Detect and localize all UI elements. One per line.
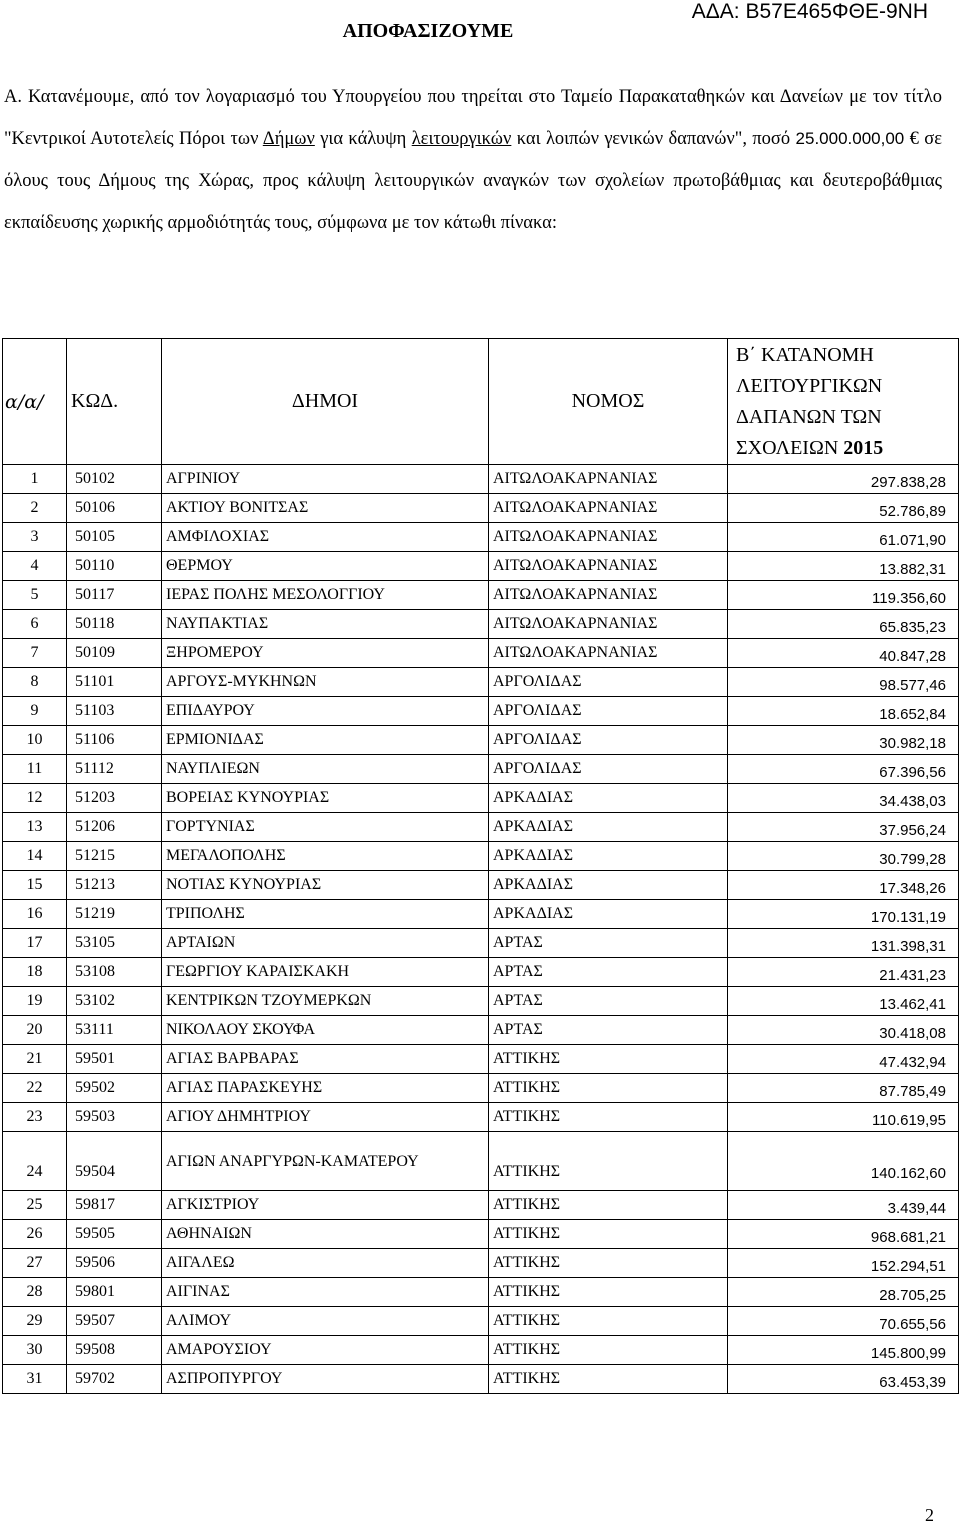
row-municipality: ΝΑΥΠΑΚΤΙΑΣ — [162, 610, 489, 639]
row-code: 51219 — [67, 900, 162, 929]
table-row — [3, 668, 959, 697]
row-code: 53102 — [67, 987, 162, 1016]
row-municipality: ΓΕΩΡΓΙΟΥ ΚΑΡΑΙΣΚΑΚΗ — [162, 958, 489, 987]
row-code: 50118 — [67, 610, 162, 639]
row-serial: 16 — [3, 900, 67, 929]
row-code: 51206 — [67, 813, 162, 842]
row-code: 59506 — [67, 1249, 162, 1278]
row-municipality: ΑΚΤΙΟΥ ΒΟΝΙΤΣΑΣ — [162, 494, 489, 523]
table-row — [3, 1074, 959, 1103]
row-code: 59501 — [67, 1045, 162, 1074]
table-row — [3, 1307, 959, 1336]
row-amount: 170.131,19 — [728, 900, 959, 929]
row-municipality: ΑΘΗΝΑΙΩΝ — [162, 1220, 489, 1249]
table-row — [3, 813, 959, 842]
row-serial: 21 — [3, 1045, 67, 1074]
header-code: ΚΩΔ. — [67, 339, 162, 465]
row-code: 50109 — [67, 639, 162, 668]
row-serial: 20 — [3, 1016, 67, 1045]
table-row — [3, 1016, 959, 1045]
row-serial: 10 — [3, 726, 67, 755]
decision-paragraph — [4, 76, 942, 244]
row-municipality: ΤΡΙΠΟΛΗΣ — [162, 900, 489, 929]
paragraph-underlined-2: λειτουργικών — [411, 129, 512, 149]
row-municipality: ΝΑΥΠΛΙΕΩΝ — [162, 755, 489, 784]
row-prefecture: ΑΤΤΙΚΗΣ — [489, 1045, 728, 1074]
row-code: 50105 — [67, 523, 162, 552]
header-serial: α/α/ — [3, 339, 67, 465]
row-prefecture: ΑΤΤΙΚΗΣ — [489, 1278, 728, 1307]
allocation-table — [2, 338, 959, 1394]
row-code: 59503 — [67, 1103, 162, 1132]
row-prefecture: ΑΙΤΩΛΟΑΚΑΡΝΑΝΙΑΣ — [489, 465, 728, 494]
table-row — [3, 581, 959, 610]
table-row — [3, 1191, 959, 1220]
row-amount: 21.431,23 — [728, 958, 959, 987]
row-amount: 40.847,28 — [728, 639, 959, 668]
row-serial: 22 — [3, 1074, 67, 1103]
row-municipality: ΑΡΓΟΥΣ-ΜΥΚΗΝΩΝ — [162, 668, 489, 697]
table-row — [3, 494, 959, 523]
row-serial: 5 — [3, 581, 67, 610]
row-amount: 3.439,44 — [728, 1191, 959, 1220]
paragraph-text-4: € σε όλους τους Δήμους της Χώρας, προς κάλυψη λειτουργικών αναγκών των σχολείων πρωτοβάθμιας και δευτεροβάθμιας εκπαίδευσης χωρικής αρμοδιότητάς τους, σύμφωνα με τον κάτωθι πίνακα: — [4, 129, 942, 233]
table-row — [3, 523, 959, 552]
row-municipality: ΑΓΙΩΝ ΑΝΑΡΓΥΡΩΝ-ΚΑΜΑΤΕΡΟΥ — [162, 1132, 489, 1191]
row-amount: 47.432,94 — [728, 1045, 959, 1074]
row-serial: 2 — [3, 494, 67, 523]
row-prefecture: ΑΤΤΙΚΗΣ — [489, 1132, 728, 1191]
table-row — [3, 726, 959, 755]
row-code: 59505 — [67, 1220, 162, 1249]
row-prefecture: ΑΤΤΙΚΗΣ — [489, 1191, 728, 1220]
decision-heading: ΑΠΟΦΑΣΙΖΟΥΜΕ — [342, 20, 514, 42]
table-row — [3, 1220, 959, 1249]
row-serial: 30 — [3, 1336, 67, 1365]
table-row — [3, 610, 959, 639]
table-row — [3, 784, 959, 813]
row-amount: 87.785,49 — [728, 1074, 959, 1103]
row-municipality: ΑΜΑΡΟΥΣΙΟΥ — [162, 1336, 489, 1365]
row-code: 59702 — [67, 1365, 162, 1394]
row-amount: 30.799,28 — [728, 842, 959, 871]
row-prefecture: ΑΡΚΑΔΙΑΣ — [489, 871, 728, 900]
row-amount: 152.294,51 — [728, 1249, 959, 1278]
row-serial: 23 — [3, 1103, 67, 1132]
row-code: 51203 — [67, 784, 162, 813]
table-row — [3, 1045, 959, 1074]
row-amount: 30.982,18 — [728, 726, 959, 755]
table-row — [3, 552, 959, 581]
row-prefecture: ΑΙΤΩΛΟΑΚΑΡΝΑΝΙΑΣ — [489, 552, 728, 581]
paragraph-text-2: για κάλυψη — [314, 129, 412, 149]
row-code: 51215 — [67, 842, 162, 871]
row-prefecture: ΑΡΚΑΔΙΑΣ — [489, 842, 728, 871]
row-prefecture: ΑΤΤΙΚΗΣ — [489, 1103, 728, 1132]
paragraph-underlined-1: Δήμων — [262, 129, 315, 149]
table-row — [3, 1278, 959, 1307]
row-code: 53111 — [67, 1016, 162, 1045]
row-amount: 140.162,60 — [728, 1132, 959, 1191]
row-municipality: ΝΟΤΙΑΣ ΚΥΝΟΥΡΙΑΣ — [162, 871, 489, 900]
header-prefecture: ΝΟΜΟΣ — [489, 339, 728, 465]
row-serial: 29 — [3, 1307, 67, 1336]
row-prefecture: ΑΙΤΩΛΟΑΚΑΡΝΑΝΙΑΣ — [489, 523, 728, 552]
row-code: 51106 — [67, 726, 162, 755]
header-allocation-year: 2015 — [843, 436, 884, 459]
row-municipality: ΚΕΝΤΡΙΚΩΝ ΤΖΟΥΜΕΡΚΩΝ — [162, 987, 489, 1016]
row-amount: 119.356,60 — [728, 581, 959, 610]
row-code: 50106 — [67, 494, 162, 523]
row-code: 59817 — [67, 1191, 162, 1220]
header-allocation-label: Β΄ ΚΑΤΑΝΟΜΗ ΛΕΙΤΟΥΡΓΙΚΩΝ ΔΑΠΑΝΩΝ ΤΩΝ ΣΧΟΛΕΙΩΝ — [736, 343, 883, 459]
row-serial: 8 — [3, 668, 67, 697]
table-row — [3, 1103, 959, 1132]
row-amount: 65.835,23 — [728, 610, 959, 639]
table-row — [3, 465, 959, 494]
row-code: 51112 — [67, 755, 162, 784]
row-amount: 18.652,84 — [728, 697, 959, 726]
row-amount: 34.438,03 — [728, 784, 959, 813]
row-serial: 4 — [3, 552, 67, 581]
row-serial: 24 — [3, 1132, 67, 1191]
paragraph-text-1: Α. Κατανέμουμε, από τον λογαριασμό του Υπουργείου που τηρείται στο Ταμείο Παρακαταθηκών και Δανείων με τον τίτλο "Κεντρικοί Αυτοτελείς Πόροι των — [4, 87, 942, 149]
row-prefecture: ΑΤΤΙΚΗΣ — [489, 1074, 728, 1103]
row-municipality: ΒΟΡΕΙΑΣ ΚΥΝΟΥΡΙΑΣ — [162, 784, 489, 813]
row-prefecture: ΑΤΤΙΚΗΣ — [489, 1220, 728, 1249]
table-row — [3, 1249, 959, 1278]
row-code: 51213 — [67, 871, 162, 900]
table-row — [3, 697, 959, 726]
row-amount: 13.462,41 — [728, 987, 959, 1016]
row-serial: 19 — [3, 987, 67, 1016]
table-row — [3, 639, 959, 668]
table-row — [3, 871, 959, 900]
row-serial: 18 — [3, 958, 67, 987]
row-municipality: ΑΜΦΙΛΟΧΙΑΣ — [162, 523, 489, 552]
row-municipality: ΑΓΙΑΣ ΒΑΡΒΑΡΑΣ — [162, 1045, 489, 1074]
row-municipality: ΕΠΙΔΑΥΡΟΥ — [162, 697, 489, 726]
row-serial: 17 — [3, 929, 67, 958]
row-code: 53108 — [67, 958, 162, 987]
row-prefecture: ΑΤΤΙΚΗΣ — [489, 1307, 728, 1336]
row-prefecture: ΑΡΚΑΔΙΑΣ — [489, 813, 728, 842]
row-amount: 968.681,21 — [728, 1220, 959, 1249]
row-prefecture: ΑΡΚΑΔΙΑΣ — [489, 784, 728, 813]
row-prefecture: ΑΡΓΟΛΙΔΑΣ — [489, 668, 728, 697]
table-row — [3, 1365, 959, 1394]
row-amount: 61.071,90 — [728, 523, 959, 552]
row-serial: 25 — [3, 1191, 67, 1220]
row-serial: 6 — [3, 610, 67, 639]
row-municipality: ΓΟΡΤΥΝΙΑΣ — [162, 813, 489, 842]
row-amount: 131.398,31 — [728, 929, 959, 958]
row-prefecture: ΑΡΤΑΣ — [489, 929, 728, 958]
row-serial: 11 — [3, 755, 67, 784]
row-municipality: ΑΙΓΙΝΑΣ — [162, 1278, 489, 1307]
row-code: 59507 — [67, 1307, 162, 1336]
row-amount: 297.838,28 — [728, 465, 959, 494]
row-code: 51103 — [67, 697, 162, 726]
row-code: 59502 — [67, 1074, 162, 1103]
table-row — [3, 900, 959, 929]
header-municipalities: ΔΗΜΟΙ — [162, 339, 489, 465]
row-prefecture: ΑΙΤΩΛΟΑΚΑΡΝΑΝΙΑΣ — [489, 639, 728, 668]
row-code: 53105 — [67, 929, 162, 958]
row-municipality: ΜΕΓΑΛΟΠΟΛΗΣ — [162, 842, 489, 871]
row-amount: 13.882,31 — [728, 552, 959, 581]
row-serial: 27 — [3, 1249, 67, 1278]
table-row — [3, 987, 959, 1016]
row-serial: 26 — [3, 1220, 67, 1249]
row-code: 50117 — [67, 581, 162, 610]
row-prefecture: ΑΤΤΙΚΗΣ — [489, 1365, 728, 1394]
header-allocation — [728, 339, 959, 465]
row-code: 59504 — [67, 1132, 162, 1191]
row-amount: 98.577,46 — [728, 668, 959, 697]
row-prefecture: ΑΙΤΩΛΟΑΚΑΡΝΑΝΙΑΣ — [489, 581, 728, 610]
row-amount: 17.348,26 — [728, 871, 959, 900]
row-prefecture: ΑΡΤΑΣ — [489, 1016, 728, 1045]
paragraph-amount: 25.000.000,00 — [795, 129, 905, 148]
paragraph-text-3: και λοιπών γενικών δαπανών", ποσό — [511, 129, 796, 149]
row-prefecture: ΑΡΤΑΣ — [489, 958, 728, 987]
row-amount: 67.396,56 — [728, 755, 959, 784]
table-header-row — [3, 339, 959, 465]
row-amount: 28.705,25 — [728, 1278, 959, 1307]
row-municipality: ΑΓΙΟΥ ΔΗΜΗΤΡΙΟΥ — [162, 1103, 489, 1132]
row-serial: 1 — [3, 465, 67, 494]
row-municipality: ΑΓΙΑΣ ΠΑΡΑΣΚΕΥΗΣ — [162, 1074, 489, 1103]
row-prefecture: ΑΤΤΙΚΗΣ — [489, 1249, 728, 1278]
table-row — [3, 1132, 959, 1191]
row-prefecture: ΑΙΤΩΛΟΑΚΑΡΝΑΝΙΑΣ — [489, 494, 728, 523]
row-municipality: ΕΡΜΙΟΝΙΔΑΣ — [162, 726, 489, 755]
table-row — [3, 1336, 959, 1365]
row-municipality: ΑΙΓΑΛΕΩ — [162, 1249, 489, 1278]
row-serial: 15 — [3, 871, 67, 900]
row-municipality: ΘΕΡΜΟΥ — [162, 552, 489, 581]
row-code: 51101 — [67, 668, 162, 697]
row-prefecture: ΑΡΚΑΔΙΑΣ — [489, 900, 728, 929]
table-row — [3, 958, 959, 987]
row-serial: 7 — [3, 639, 67, 668]
row-serial: 13 — [3, 813, 67, 842]
row-prefecture: ΑΙΤΩΛΟΑΚΑΡΝΑΝΙΑΣ — [489, 610, 728, 639]
row-municipality: ΑΓΡΙΝΙΟΥ — [162, 465, 489, 494]
table-row — [3, 842, 959, 871]
row-serial: 14 — [3, 842, 67, 871]
row-serial: 28 — [3, 1278, 67, 1307]
row-amount: 37.956,24 — [728, 813, 959, 842]
row-municipality: ΑΛΙΜΟΥ — [162, 1307, 489, 1336]
row-municipality: ΞΗΡΟΜΕΡΟΥ — [162, 639, 489, 668]
row-municipality: ΑΓΚΙΣΤΡΙΟΥ — [162, 1191, 489, 1220]
row-municipality: ΑΡΤΑΙΩΝ — [162, 929, 489, 958]
row-municipality: ΑΣΠΡΟΠΥΡΓΟΥ — [162, 1365, 489, 1394]
row-code: 50110 — [67, 552, 162, 581]
row-amount: 63.453,39 — [728, 1365, 959, 1394]
row-serial: 12 — [3, 784, 67, 813]
ada-code: ΑΔΑ: Β57Ε465ΦΘΕ-9ΝΗ — [691, 0, 928, 23]
row-municipality: ΙΕΡΑΣ ΠΟΛΗΣ ΜΕΣΟΛΟΓΓΙΟΥ — [162, 581, 489, 610]
page-number: 2 — [925, 1505, 934, 1525]
row-code: 50102 — [67, 465, 162, 494]
row-prefecture: ΑΤΤΙΚΗΣ — [489, 1336, 728, 1365]
row-serial: 3 — [3, 523, 67, 552]
row-serial: 9 — [3, 697, 67, 726]
row-amount: 70.655,56 — [728, 1307, 959, 1336]
row-code: 59508 — [67, 1336, 162, 1365]
table-row — [3, 755, 959, 784]
row-amount: 145.800,99 — [728, 1336, 959, 1365]
row-amount: 110.619,95 — [728, 1103, 959, 1132]
row-serial: 31 — [3, 1365, 67, 1394]
row-prefecture: ΑΡΓΟΛΙΔΑΣ — [489, 697, 728, 726]
row-amount: 30.418,08 — [728, 1016, 959, 1045]
row-prefecture: ΑΡΓΟΛΙΔΑΣ — [489, 755, 728, 784]
row-prefecture: ΑΡΓΟΛΙΔΑΣ — [489, 726, 728, 755]
table-row — [3, 929, 959, 958]
row-code: 59801 — [67, 1278, 162, 1307]
row-prefecture: ΑΡΤΑΣ — [489, 987, 728, 1016]
row-municipality: ΝΙΚΟΛΑΟΥ ΣΚΟΥΦΑ — [162, 1016, 489, 1045]
row-amount: 52.786,89 — [728, 494, 959, 523]
